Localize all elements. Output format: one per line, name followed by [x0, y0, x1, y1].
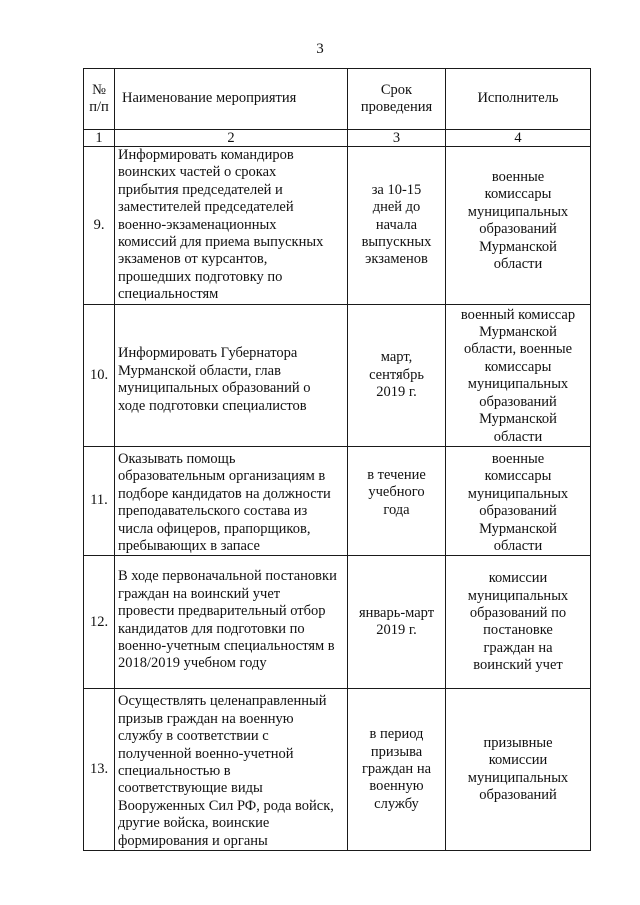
cell-text-line: преподавательского состава из — [118, 503, 308, 520]
row-number: 12. — [84, 556, 115, 689]
cell-text-line: 2019 г. — [376, 622, 417, 639]
cell-text-line: Вооруженных Сил РФ, рода войск, — [118, 797, 334, 814]
row-number: 11. — [84, 446, 115, 555]
cell-text-line: Мурманской — [479, 520, 557, 537]
table-row — [84, 304, 591, 446]
cell-text-line: образовательным организациям в — [118, 468, 326, 485]
cell-text-line: военно-учетным специальностям в — [118, 637, 335, 654]
column-index: 3 — [348, 130, 446, 147]
event-name — [115, 147, 348, 305]
cell-text-line: призывные — [483, 734, 553, 751]
column-index: 1 — [84, 130, 115, 147]
cell-text-line: в период — [369, 726, 424, 743]
cell-text-line: выпускных — [361, 234, 432, 251]
cell-text-line: воинский учет — [473, 657, 563, 674]
event-name — [115, 304, 348, 446]
event-deadline — [348, 556, 446, 689]
event-name — [115, 446, 348, 555]
cell-text-line: начала — [375, 216, 418, 233]
event-executor — [446, 556, 591, 689]
cell-text-line: заместителей председателей — [118, 199, 294, 216]
cell-text-line: образований — [479, 503, 557, 520]
table-row — [84, 147, 591, 305]
cell-text-line: ходе подготовки специалистов — [118, 397, 307, 414]
cell-text-line: комиссары — [484, 186, 552, 203]
event-deadline — [348, 689, 446, 851]
table-row — [84, 689, 591, 851]
cell-text-line: полученной военно-учетной — [118, 745, 294, 762]
cell-text-line: дней до — [372, 199, 421, 216]
event-executor — [446, 689, 591, 851]
cell-text-line: Мурманской — [479, 411, 557, 428]
cell-text-line: формирования и органы — [118, 832, 268, 849]
row-number: 9. — [84, 147, 115, 305]
cell-text-line: Наименование мероприятия — [122, 90, 297, 107]
cell-text-line: военный комиссар — [460, 306, 576, 323]
header-event-name — [115, 69, 348, 130]
cell-text-line: муниципальных — [467, 203, 569, 220]
column-index-row — [84, 130, 591, 147]
cell-text-line: январь-март — [358, 604, 435, 621]
cell-text-line: в течение — [367, 466, 426, 483]
cell-text-line: области — [493, 428, 543, 445]
cell-text-line: муниципальных — [467, 485, 569, 502]
event-name — [115, 689, 348, 851]
events-plan-table — [83, 68, 591, 851]
cell-text-line: службу — [374, 795, 419, 812]
table-row — [84, 556, 591, 689]
cell-text-line: сентябрь — [369, 366, 424, 383]
cell-text-line: области, военные — [463, 341, 573, 358]
cell-text-line: проведения — [360, 99, 433, 115]
cell-text-line: Информировать Губернатора — [118, 345, 298, 362]
cell-text-line: Мурманской — [479, 324, 557, 341]
cell-text-line: муниципальных — [467, 587, 569, 604]
event-executor — [446, 446, 591, 555]
cell-text-line: пребывающих в запасе — [118, 537, 260, 554]
cell-text-line: области — [493, 537, 543, 554]
event-name — [115, 556, 348, 689]
cell-text-line: прибытия председателей и — [118, 181, 283, 198]
cell-text-line: март, — [380, 349, 413, 366]
cell-text-line: военно-экзаменационных — [118, 216, 277, 233]
cell-text-line: Информировать командиров — [118, 147, 294, 163]
row-number: 10. — [84, 304, 115, 446]
cell-text-line: Исполнитель — [477, 90, 559, 107]
header-executor — [446, 69, 591, 130]
cell-text-line: кандидатов для подготовки по — [118, 620, 305, 637]
cell-text-line: учебного — [368, 484, 425, 501]
cell-text-line: образований — [479, 221, 557, 238]
cell-text-line: Срок — [380, 81, 413, 98]
cell-text-line: муниципальных образований о — [118, 380, 311, 397]
event-deadline — [348, 446, 446, 555]
cell-text-line: специальностям — [118, 286, 219, 303]
cell-text-line: подборе кандидатов на должности — [118, 485, 331, 502]
cell-text-line: службу в соответствии с — [118, 728, 269, 745]
event-deadline — [348, 147, 446, 305]
cell-text-line: образований — [479, 787, 557, 804]
column-index: 2 — [115, 130, 348, 147]
cell-text-line: года — [383, 501, 410, 518]
cell-text-line: Оказывать помощь — [118, 450, 236, 467]
cell-text-line: комиссары — [484, 358, 552, 375]
cell-text-line: воинских частей о сроках — [118, 164, 277, 181]
cell-text-line: комиссий для приема выпускных — [118, 234, 324, 251]
cell-text-line: другие войска, воинские — [118, 815, 270, 832]
cell-text-line: Мурманской области, глав — [118, 362, 281, 379]
cell-text-line: В ходе первоначальной постановки — [118, 568, 337, 585]
cell-text-line: провести предварительный отбор — [118, 603, 326, 620]
cell-text-line: муниципальных — [467, 376, 569, 393]
cell-text-line: муниципальных — [467, 769, 569, 786]
cell-text-line: образований по — [469, 604, 567, 621]
cell-text-line: Осуществлять целенаправленный — [118, 693, 327, 710]
cell-text-line: п/п — [89, 99, 109, 115]
cell-text-line: 2018/2019 учебном году — [118, 655, 267, 672]
cell-text-line: за 10-15 — [371, 181, 422, 198]
header-number — [84, 69, 115, 130]
page-number: 3 — [316, 41, 324, 57]
cell-text-line: граждан на воинский учет — [118, 585, 281, 602]
cell-text-line: комиссары — [484, 468, 552, 485]
event-deadline — [348, 304, 446, 446]
event-executor — [446, 304, 591, 446]
cell-text-line: 2019 г. — [376, 383, 417, 400]
cell-text-line: Мурманской — [479, 238, 557, 255]
cell-text-line: числа офицеров, прапорщиков, — [118, 520, 311, 537]
cell-text-line: комиссии — [488, 570, 548, 587]
row-number: 13. — [84, 689, 115, 851]
header-deadline — [348, 69, 446, 130]
table-row — [84, 446, 591, 555]
cell-text-line: образований — [479, 393, 557, 410]
cell-text-line: граждан на — [361, 760, 432, 777]
cell-text-line: № — [92, 81, 106, 98]
cell-text-line: экзаменов — [365, 251, 428, 268]
cell-text-line: военные — [491, 450, 545, 467]
cell-text-line: комиссии — [488, 752, 548, 769]
cell-text-line: граждан на — [483, 639, 553, 656]
cell-text-line: специальностью в — [118, 762, 231, 779]
cell-text-line: призыва — [370, 743, 423, 760]
cell-text-line: экзаменов от курсантов, — [118, 251, 268, 268]
cell-text-line: соответствующие виды — [118, 780, 263, 797]
table-header-row — [84, 69, 591, 130]
event-executor — [446, 147, 591, 305]
cell-text-line: военную — [369, 778, 424, 795]
cell-text-line: призыв граждан на военную — [118, 710, 294, 727]
cell-text-line: военные — [491, 169, 545, 185]
column-index: 4 — [446, 130, 591, 147]
cell-text-line: постановке — [483, 622, 553, 639]
cell-text-line: прошедших подготовку по — [118, 268, 283, 285]
cell-text-line: области — [493, 256, 543, 273]
